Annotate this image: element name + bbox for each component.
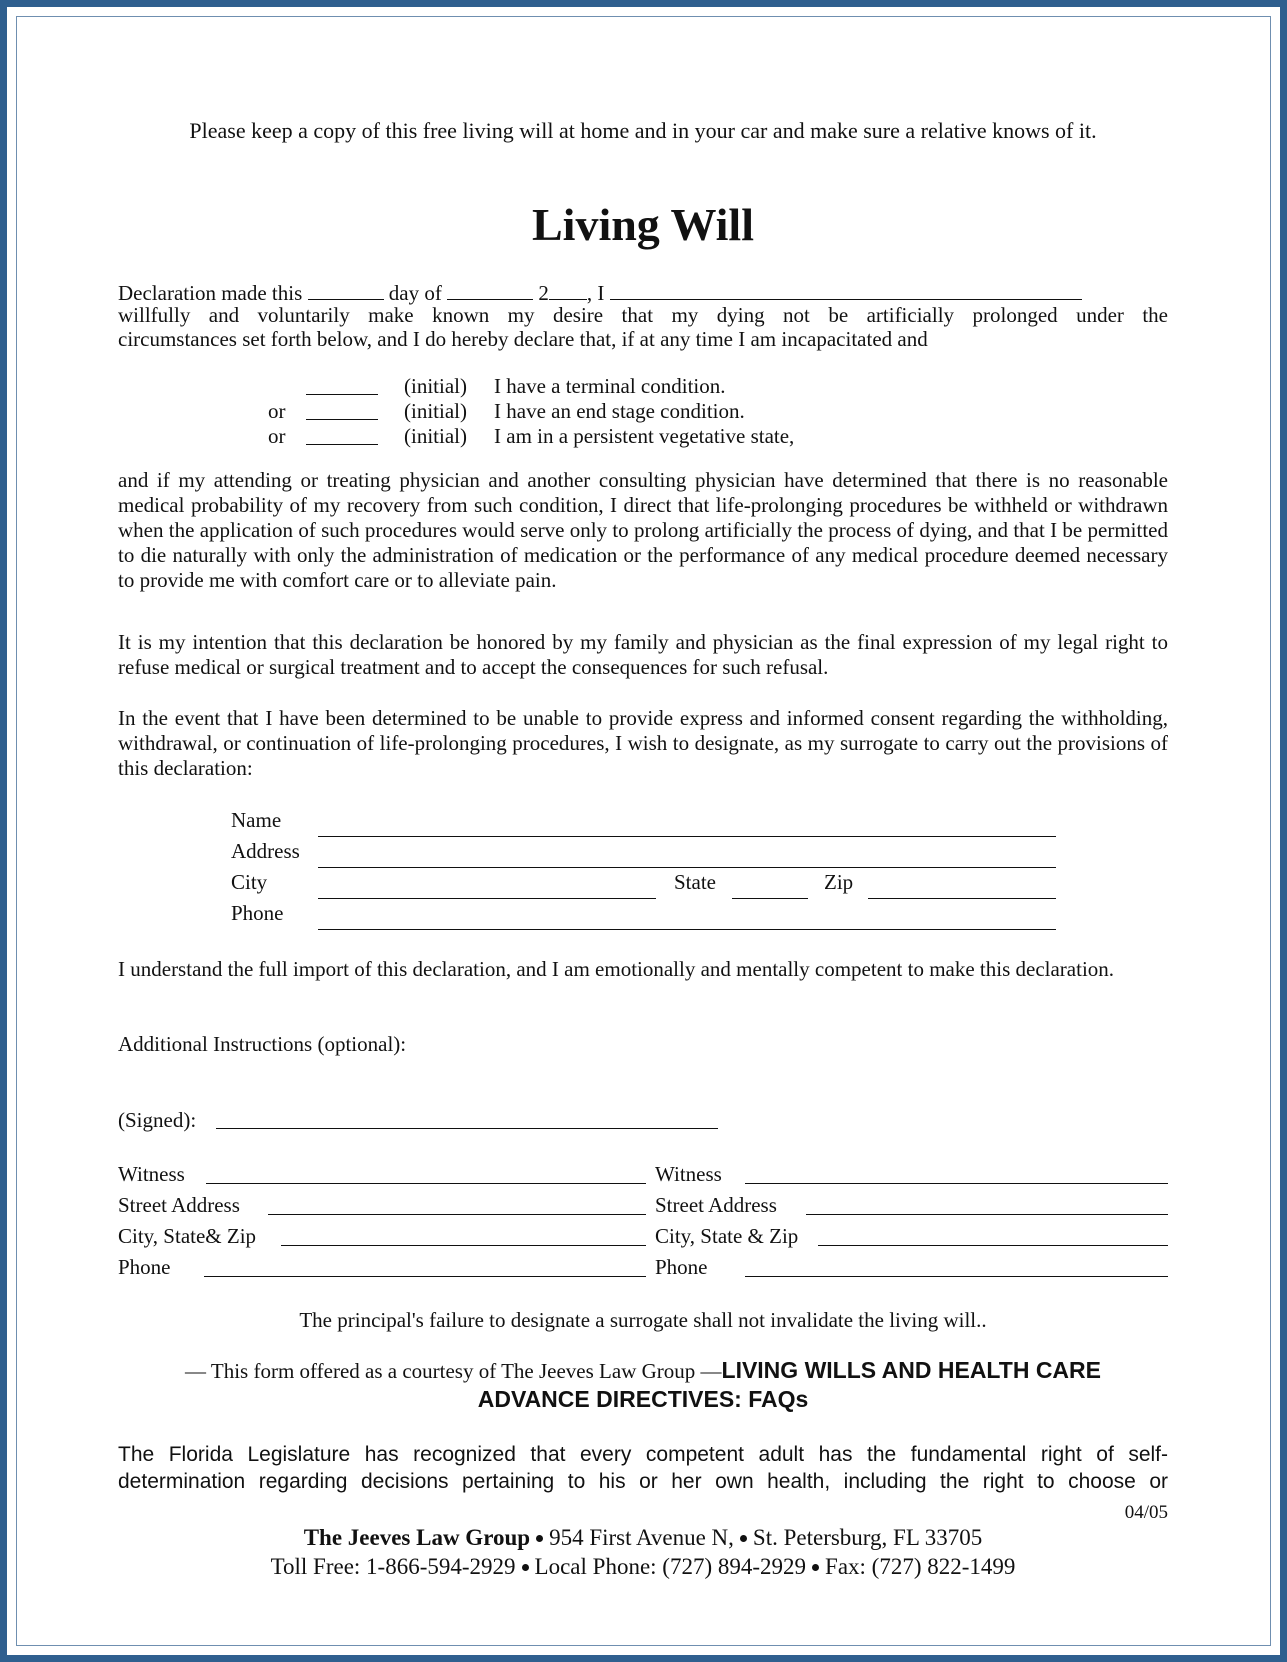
- directive-paragraph: and if my attending or treating physician and another consulting physician have determined that there is no reasonable medical probability of my recovery from such condition, I direct that life-prolonging procedures be withheld or withdrawn when the application of such procedures would serve only to prolong artificially the process of dying, and that I be permitted to die naturally with only the administration of medication or the performance of any medical procedure deemed necessary to provide me with comfort care or to alleviate pain.: [118, 468, 1168, 592]
- surrogate-address-label: Address: [231, 839, 300, 863]
- witness-1-name-field[interactable]: [206, 1183, 646, 1184]
- courtesy-text: — This form offered as a courtesy of The Jeeves Law Group —: [185, 1359, 722, 1383]
- surrogate-phone-label: Phone: [231, 901, 284, 925]
- witness-2-name-field[interactable]: [745, 1183, 1168, 1184]
- surrogate-zip-field[interactable]: [868, 898, 1056, 899]
- witness-label: Witness: [655, 1162, 722, 1186]
- declaration-line-3: circumstances set forth below, and I do hereby declare that, if at any time I am incapacitated and: [118, 327, 928, 351]
- initial-label: (initial): [404, 399, 467, 423]
- year-field[interactable]: [549, 279, 587, 300]
- signed-label: (Signed):: [118, 1108, 197, 1132]
- faq-text-line-1: The Florida Legislature has recognized that every competent adult has the fundamental right of self-: [118, 1443, 1168, 1466]
- footer-line-1: [118, 1525, 1168, 1550]
- faq-title-line-2: ADVANCE DIRECTIVES: FAQs: [477, 1386, 809, 1412]
- witness-2-street-field[interactable]: [806, 1214, 1168, 1215]
- declaration-line-2: willfully and voluntarily make known my desire that my dying not be artificially prolonged under the: [118, 303, 1168, 327]
- witness-2-phone-field[interactable]: [745, 1276, 1168, 1277]
- surrogate-block: [118, 808, 1168, 938]
- condition-text: I am in a persistent vegetative state,: [494, 424, 795, 448]
- condition-initial-field[interactable]: [306, 394, 378, 395]
- form-date: 04/05: [1124, 1502, 1168, 1523]
- condition-item: [118, 374, 1168, 399]
- surrogate-paragraph: In the event that I have been determined to be unable to provide express and informed consent regarding the withholding, withdrawal, or continuation of life-prolonging procedures, I wish to designate, as my surrogate to carry out the provisions of this declaration:: [118, 706, 1168, 780]
- signature-field[interactable]: [216, 1128, 718, 1129]
- condition-prefix: or: [268, 399, 286, 423]
- document-page: [118, 0, 1168, 1662]
- local-phone: Local Phone: (727) 894-2929: [534, 1554, 807, 1579]
- surrogate-address-field[interactable]: [318, 867, 1056, 868]
- faq-text-line-2: determination regarding decisions pertaining to his or her own health, including the right to choose or: [118, 1470, 1168, 1493]
- declaration-line-1: [118, 279, 1082, 306]
- courtesy-line: [118, 1358, 1168, 1384]
- condition-initial-field[interactable]: [306, 419, 378, 420]
- witness-1-street-field[interactable]: [268, 1214, 646, 1215]
- declarant-name-field[interactable]: [610, 279, 1082, 300]
- condition-initial-field[interactable]: [306, 444, 378, 445]
- year-prefix: 2: [538, 281, 549, 305]
- firm-name: The Jeeves Law Group: [303, 1525, 531, 1550]
- initial-label: (initial): [404, 424, 467, 448]
- witness-2-city-field[interactable]: [818, 1245, 1168, 1246]
- surrogate-city-field[interactable]: [318, 898, 656, 899]
- bullet-icon: [522, 1564, 529, 1571]
- notice-text: Please keep a copy of this free living will at home and in your car and make sure a relative knows of it.: [189, 118, 1097, 143]
- declaration-made-label: Declaration made this: [118, 281, 303, 305]
- condition-text: I have an end stage condition.: [494, 399, 745, 423]
- surrogate-state-field[interactable]: [732, 898, 808, 899]
- surrogate-state-label: State: [674, 870, 716, 894]
- declarant-label: , I: [586, 281, 605, 305]
- witness-1-phone-field[interactable]: [204, 1276, 646, 1277]
- witness-label: Witness: [118, 1162, 185, 1186]
- document-title: Living Will: [531, 199, 754, 250]
- bullet-icon: [740, 1535, 747, 1542]
- firm-address-street: 954 First Avenue N,: [549, 1525, 734, 1550]
- toll-free-phone: Toll Free: 1-866-594-2929: [270, 1554, 516, 1579]
- condition-item: [118, 399, 1168, 424]
- failure-note: The principal's failure to designate a surrogate shall not invalidate the living will..: [299, 1308, 987, 1332]
- bullet-icon: [536, 1535, 543, 1542]
- firm-address-city: St. Petersburg, FL 33705: [752, 1525, 983, 1550]
- additional-instructions-label: Additional Instructions (optional):: [118, 1032, 407, 1056]
- day-of-label: day of: [388, 281, 442, 305]
- intention-paragraph: It is my intention that this declaration be honored by my family and physician as the final expression of my legal right to refuse medical or surgical treatment and to accept the consequences for such refusal.: [118, 630, 1168, 679]
- street-address-label: Street Address: [118, 1193, 240, 1217]
- witness-right-block: [655, 1162, 1168, 1292]
- condition-text: I have a terminal condition.: [494, 374, 726, 398]
- initial-label: (initial): [404, 374, 467, 398]
- day-field[interactable]: [308, 279, 384, 300]
- competence-paragraph: I understand the full import of this declaration, and I am emotionally and mentally competent to make this declaration.: [118, 957, 1115, 981]
- surrogate-city-label: City: [231, 870, 268, 894]
- condition-list: [118, 374, 1168, 449]
- condition-item: [118, 424, 1168, 449]
- surrogate-phone-field[interactable]: [318, 929, 1056, 930]
- condition-prefix: or: [268, 424, 286, 448]
- street-address-label: Street Address: [655, 1193, 777, 1217]
- fax-number: Fax: (727) 822-1499: [825, 1554, 1016, 1579]
- phone-label: Phone: [118, 1255, 171, 1279]
- witness-left-block: [118, 1162, 638, 1292]
- footer-line-2: [118, 1554, 1168, 1579]
- surrogate-name-field[interactable]: [318, 836, 1056, 837]
- city-state-zip-label: City, State& Zip: [118, 1224, 257, 1248]
- surrogate-zip-label: Zip: [824, 870, 854, 894]
- faq-title-line-1: LIVING WILLS AND HEALTH CARE: [721, 1357, 1101, 1383]
- surrogate-name-label: Name: [231, 808, 282, 832]
- month-field[interactable]: [447, 279, 533, 300]
- phone-label: Phone: [655, 1255, 708, 1279]
- city-state-zip-label: City, State & Zip: [655, 1224, 799, 1248]
- witness-1-city-field[interactable]: [281, 1245, 646, 1246]
- bullet-icon: [812, 1564, 819, 1571]
